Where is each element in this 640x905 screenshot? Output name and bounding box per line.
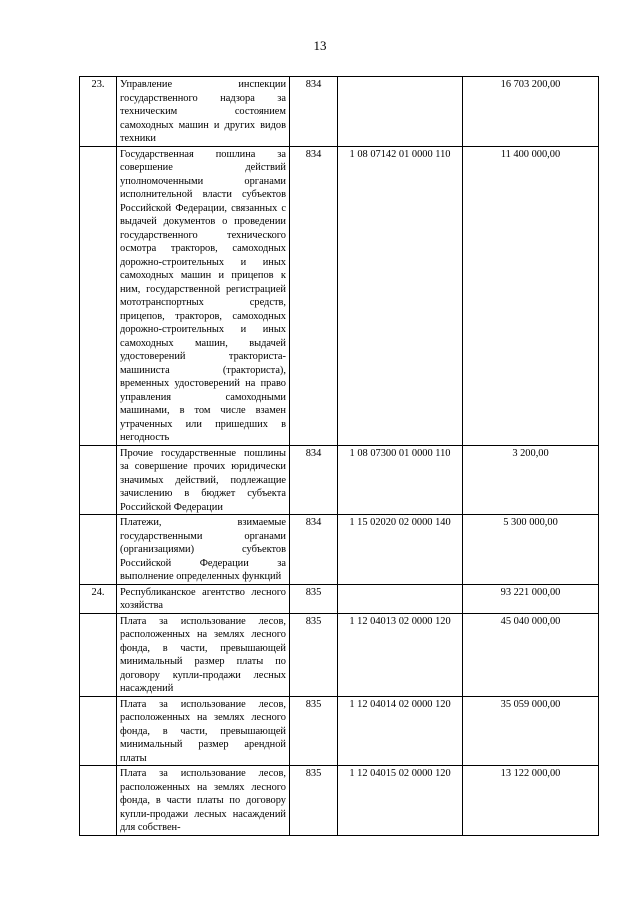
row-amount: 16 703 200,00 bbox=[463, 77, 599, 147]
revenue-table bbox=[79, 76, 599, 836]
row-admin-code: 834 bbox=[290, 146, 338, 445]
row-admin-code: 835 bbox=[290, 613, 338, 696]
row-budget-code: 1 12 04014 02 0000 120 bbox=[338, 696, 463, 766]
row-budget-code: 1 08 07142 01 0000 110 bbox=[338, 146, 463, 445]
page-number: 13 bbox=[313, 38, 327, 53]
row-admin-code: 835 bbox=[290, 766, 338, 836]
row-name: Платежи, взимаемые государственными органами (организациями) субъектов Российской Федерации за выполнение определенных функций bbox=[117, 515, 290, 585]
row-admin-code: 834 bbox=[290, 515, 338, 585]
row-budget-code bbox=[338, 584, 463, 613]
row-amount: 3 200,00 bbox=[463, 445, 599, 515]
row-number bbox=[80, 515, 117, 585]
row-number bbox=[80, 146, 117, 445]
row-name: Плата за использование лесов, расположенных на землях лесного фонда, в части, превышающей минимальный размер платы по договору купли-продажи лесных насаждений bbox=[117, 613, 290, 696]
row-budget-code: 1 15 02020 02 0000 140 bbox=[338, 515, 463, 585]
table-row bbox=[80, 445, 599, 515]
table-row bbox=[80, 584, 599, 613]
row-name: Управление инспекции государственного надзора за техническим состоянием самоходных машин и других видов техники bbox=[117, 77, 290, 147]
row-name: Государственная пошлина за совершение действий уполномоченными органами исполнительной власти субъектов Российской Федерации, связанных с выдачей документов о проведении государственного технического осмотра тракторов, самоходных дорожно-строительных и иных самоходных машин и прицепов к ним, государственной регистрацией мототранспортных средств, прицепов, тракторов, самоходных дорожно-строительных и иных самоходных машин, выдачей удостоверений тракториста-машиниста (тракториста), временных удостоверений на право управления самоходными машинами, в том числе взамен утраченных или пришедших в негодность bbox=[117, 146, 290, 445]
table-row bbox=[80, 766, 599, 836]
table-row bbox=[80, 146, 599, 445]
row-number bbox=[80, 696, 117, 766]
row-admin-code: 834 bbox=[290, 77, 338, 147]
row-budget-code: 1 12 04015 02 0000 120 bbox=[338, 766, 463, 836]
row-name: Плата за использование лесов, расположенных на землях лесного фонда, в части платы по договору купли-продажи лесных насаждений для собствен- bbox=[117, 766, 290, 836]
row-amount: 5 300 000,00 bbox=[463, 515, 599, 585]
table-row bbox=[80, 515, 599, 585]
row-amount: 13 122 000,00 bbox=[463, 766, 599, 836]
row-budget-code bbox=[338, 77, 463, 147]
row-amount: 93 221 000,00 bbox=[463, 584, 599, 613]
row-name: Плата за использование лесов, расположенных на землях лесного фонда, в части, превышающей минимальный размер арендной платы bbox=[117, 696, 290, 766]
row-admin-code: 834 bbox=[290, 445, 338, 515]
revenue-table-body bbox=[80, 77, 599, 836]
table-row bbox=[80, 77, 599, 147]
row-number bbox=[80, 445, 117, 515]
row-number: 23. bbox=[80, 77, 117, 147]
row-admin-code: 835 bbox=[290, 696, 338, 766]
row-budget-code: 1 12 04013 02 0000 120 bbox=[338, 613, 463, 696]
row-number bbox=[80, 613, 117, 696]
row-admin-code: 835 bbox=[290, 584, 338, 613]
row-amount: 35 059 000,00 bbox=[463, 696, 599, 766]
row-amount: 45 040 000,00 bbox=[463, 613, 599, 696]
row-name: Республиканское агентство лесного хозяйства bbox=[117, 584, 290, 613]
table-row bbox=[80, 696, 599, 766]
row-name: Прочие государственные пошлины за совершение прочих юридически значимых действий, подлежащие зачислению в бюджет субъекта Российской Федерации bbox=[117, 445, 290, 515]
row-number: 24. bbox=[80, 584, 117, 613]
row-number bbox=[80, 766, 117, 836]
row-budget-code: 1 08 07300 01 0000 110 bbox=[338, 445, 463, 515]
row-amount: 11 400 000,00 bbox=[463, 146, 599, 445]
table-row bbox=[80, 613, 599, 696]
